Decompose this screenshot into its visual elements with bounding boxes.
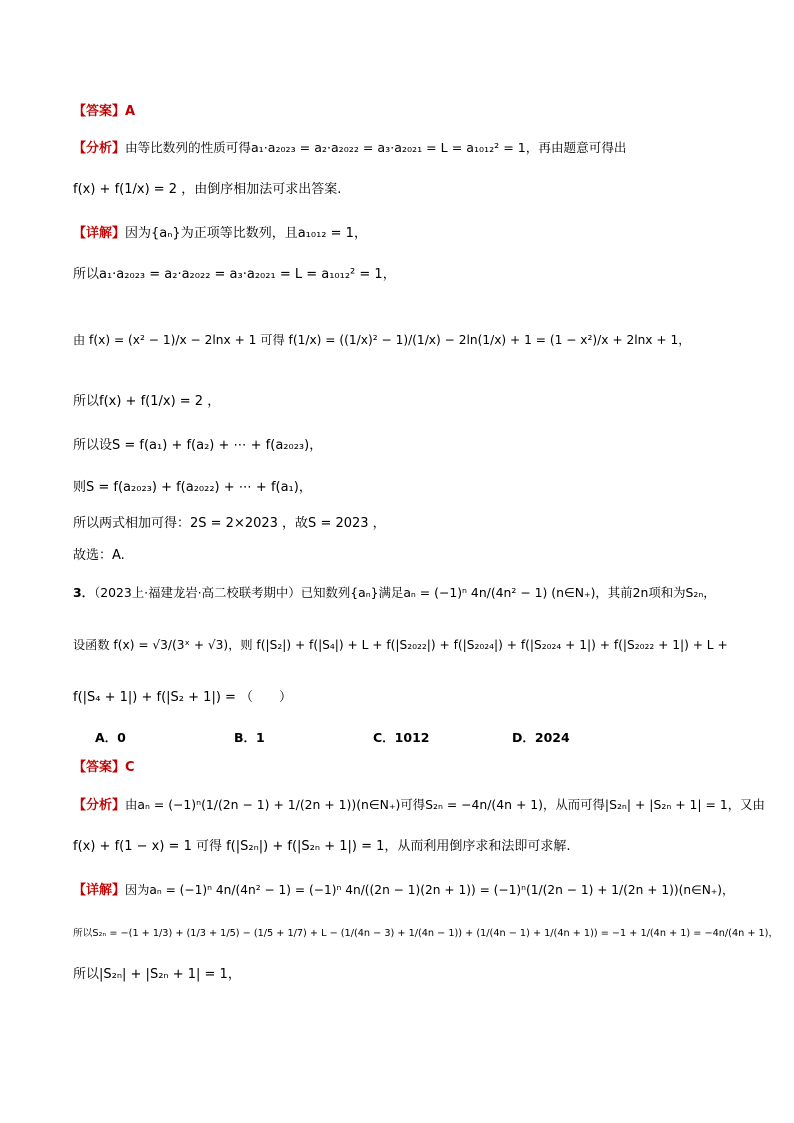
detail-text-4: 所以f(x) + f(1/x) = 2 ， <box>73 394 221 409</box>
analysis-text-3: 由aₙ = (−1)ⁿ(1/(2n − 1) + 1/(2n + 1))(n∈N₊)可得S₂ₙ = −4n/(4n + 1)，从而可得|S₂ₙ| + |S₂ₙ + 1| = 1，又由 <box>125 797 765 812</box>
question-text-3: f(|S₄ + 1|) + f(|S₂ + 1|) = （ ） <box>73 690 293 705</box>
analysis-tag: 【分析】 <box>73 141 126 156</box>
detail-text-11: 所以|S₂ₙ| + |S₂ₙ + 1| = 1， <box>73 967 241 982</box>
detail-text-9: 因为aₙ = (−1)ⁿ 4n/(4n² − 1) = (−1)ⁿ 4n/((2n − 1)(2n + 1)) = (−1)ⁿ(1/(2n − 1) + 1/(2n + 1))(n∈N₊)， <box>125 883 735 897</box>
options-row <box>95 728 651 746</box>
detail-line-10 <box>73 925 778 943</box>
option-b[interactable]: B．1 <box>234 730 265 745</box>
question-3-line-2 <box>73 636 728 654</box>
analysis-line-4 <box>73 838 571 856</box>
option-d[interactable]: D．2024 <box>512 730 570 745</box>
option-a[interactable]: A．0 <box>95 730 126 745</box>
detail-line-7 <box>73 515 386 533</box>
option-c[interactable]: C．1012 <box>373 730 430 745</box>
question-3-line-1 <box>73 584 716 602</box>
analysis-line-2 <box>73 181 341 199</box>
answer-value-2: C <box>125 760 135 775</box>
detail-line-11 <box>73 966 241 984</box>
detail-text-7: 所以两式相加可得：2S = 2×2023 ，故S = 2023 ， <box>73 516 386 531</box>
detail-tag-2: 【详解】 <box>73 883 126 898</box>
answer-line-2 <box>73 759 135 777</box>
detail-text-8: 故选：A. <box>73 548 125 563</box>
question-number: 3． <box>73 585 95 600</box>
answer-tag-2: 【答案】 <box>73 760 126 775</box>
detail-text-6: 则S = f(a₂₀₂₃) + f(a₂₀₂₂) + ⋯ + f(a₁)， <box>73 480 312 495</box>
detail-tag: 【详解】 <box>73 226 126 241</box>
detail-line-8 <box>73 547 125 565</box>
detail-line-5 <box>73 437 322 455</box>
detail-line-6 <box>73 479 312 497</box>
detail-line-9 <box>73 881 734 900</box>
analysis-tag-2: 【分析】 <box>73 798 126 813</box>
detail-line-2 <box>73 266 396 284</box>
analysis-text-4: f(x) + f(1 − x) = 1 可得 f(|S₂ₙ|) + f(|S₂ₙ + 1|) = 1，从而利用倒序求和法即可求解. <box>73 839 571 854</box>
question-text-2: 设函数 f(x) = √3/(3ˣ + √3)，则 f(|S₂|) + f(|S₄|) + L + f(|S₂₀₂₂|) + f(|S₂₀₂₄|) + f(|S₂₀₂₄ + 1|) + f(|S₂₀₂₂ + 1|) + L + <box>73 638 728 652</box>
detail-line-1 <box>73 225 367 243</box>
detail-line-4 <box>73 393 220 411</box>
detail-text-10: 所以S₂ₙ = −(1 + 1/3) + (1/3 + 1/5) − (1/5 + 1/7) + L − (1/(4n − 3) + 1/(4n − 1)) + (1/(4n − 1) + 1/(4n + 1)) = −1 + 1/(4n + 1) = −4n/(4n + 1)， <box>73 928 779 939</box>
detail-text-3: 由 f(x) = (x² − 1)/x − 2lnx + 1 可得 f(1/x) = ((1/x)² − 1)/(1/x) − 2ln(1/x) + 1 = (1 − x²)/x + 2lnx + 1， <box>73 333 691 347</box>
answer-tag: 【答案】 <box>73 104 126 119</box>
answer-value: A <box>125 104 136 119</box>
analysis-text-2: f(x) + f(1/x) = 2 ，由倒序相加法可求出答案. <box>73 182 342 197</box>
answer-line-1 <box>73 103 135 121</box>
detail-line-3 <box>73 331 690 349</box>
detail-text-5: 所以设S = f(a₁) + f(a₂) + ⋯ + f(a₂₀₂₃)， <box>73 438 323 453</box>
analysis-text: 由等比数列的性质可得a₁·a₂₀₂₃ = a₂·a₂₀₂₂ = a₃·a₂₀₂₁ = L = a₁₀₁₂² = 1，再由题意可得出 <box>125 140 627 155</box>
analysis-line-1 <box>73 139 627 158</box>
analysis-line-3 <box>73 796 765 815</box>
question-text: （2023上·福建龙岩·高二校联考期中）已知数列{aₙ}满足aₙ = (−1)ⁿ 4n/(4n² − 1) (n∈N₊)，其前2n项和为S₂ₙ， <box>94 585 716 600</box>
question-3-line-3 <box>73 689 292 707</box>
detail-text-2: 所以a₁·a₂₀₂₃ = a₂·a₂₀₂₂ = a₃·a₂₀₂₁ = L = a₁₀₁₂² = 1， <box>73 267 396 282</box>
detail-text: 因为{aₙ}为正项等比数列，且a₁₀₁₂ = 1， <box>125 226 367 241</box>
